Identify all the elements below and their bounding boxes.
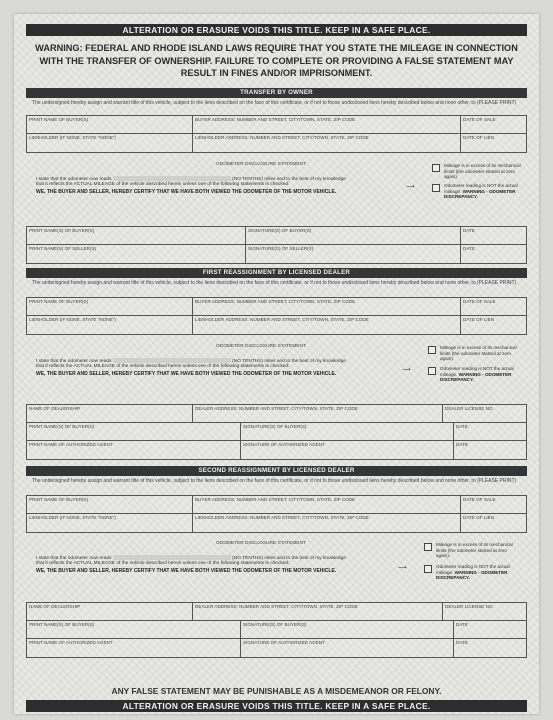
assign-text: The undersigned hereby assign and warrant title of this vehicle, subject to the liens described on the face of this certificate, or if not to those undisclosed liens hereby described below and none other, to (PLEASE PRINT)	[32, 478, 517, 484]
date-of-lien-field[interactable]: DATE OF LIEN	[460, 316, 526, 334]
odometer-tenths-label: (NO TENTHS) miles and to the best of my knowledge	[232, 555, 346, 561]
not-actual-text	[436, 564, 514, 581]
buyer-name-field[interactable]: PRINT NAME OF BUYER(S)	[29, 497, 89, 502]
buyer-date-field[interactable]: DATE	[453, 621, 526, 638]
signature-agent-field[interactable]: SIGNATURE OF AUTHORIZED AGENT	[240, 639, 453, 657]
arrow-icon: ⟶	[406, 184, 415, 190]
not-actual-label: Odometer reading is NOT the actual mileage.	[440, 366, 514, 377]
second-dealer-grid	[26, 602, 527, 658]
buyer-address-field[interactable]: BUYER ADDRESS: NUMBER AND STREET, CITY/TOWN, STATE, ZIP CODE	[192, 116, 460, 133]
odometer-reads-label: I state that the odometer now reads	[36, 555, 112, 561]
lienholder-field[interactable]: LIENHOLDER (IF NONE, STATE "NONE")	[29, 135, 116, 140]
lien-row	[27, 134, 526, 152]
odometer-tenths-label: (NO TENTHS) miles and to the best of my knowledge	[232, 176, 346, 182]
signature-buyer-field[interactable]: SIGNATURE(S) OF BUYER(S)	[240, 621, 453, 638]
odometer-reading-field[interactable]	[113, 176, 231, 181]
mileage-warning: WARNING: FEDERAL AND RHODE ISLAND LAWS REQUIRE THAT YOU STATE THE MILEAGE IN CONNECTION WITH THE TRANSFER OF OWNERSHIP. FAILURE TO COMPLETE OR PROVIDING A FALSE STATEMENT MAY RESULT IN FINES AND/OR IMPRISONMENT.	[35, 43, 518, 78]
false-statement-note: ANY FALSE STATEMENT MAY BE PUNISHABLE AS A MISDEMEANOR OR FELONY.	[111, 686, 442, 696]
odometer-line2: that it reflects the ACTUAL MILEAGE of the vehicle described herein unless one of the following statements is checked:	[36, 182, 290, 187]
section-second-reassignment: SECOND REASSIGNMENT BY LICENSED DEALER	[26, 466, 527, 476]
not-actual-label: Odometer reading is NOT the actual mileage.	[436, 564, 510, 575]
owner-odometer	[26, 162, 527, 222]
dealer-license-field[interactable]: DEALER LICENSE NO.	[442, 603, 526, 620]
print-seller-field[interactable]: PRINT NAME(S) OF SELLER(S)	[29, 246, 97, 251]
signature-seller-field[interactable]: SIGNATURE(S) OF SELLER(S)	[245, 245, 460, 263]
not-actual-checkbox[interactable]	[424, 565, 432, 573]
odometer-line2: that it reflects the ACTUAL MILEAGE of the vehicle described herein unless one of the following statements is checked:	[36, 364, 290, 369]
mileage-excess-text: Mileage is in excess of its mechanical limits (the odometer started at zero again).	[440, 345, 517, 362]
date-of-lien-field[interactable]: DATE OF LIEN	[460, 514, 526, 532]
print-buyer-field[interactable]: PRINT NAME(S) OF BUYER(S)	[29, 424, 95, 429]
lienholder-address-field[interactable]: LIENHOLDER ADDRESS: NUMBER AND STREET, CITY/TOWN, STATE, ZIP CODE	[192, 316, 460, 334]
date-of-sale-field[interactable]: DATE OF SALE	[460, 496, 526, 513]
odometer-line2: that it reflects the ACTUAL MILEAGE of the vehicle described herein unless one of the following statements is checked:	[36, 561, 290, 566]
arrow-icon: ⟶	[398, 565, 407, 571]
section-first-reassignment: FIRST REASSIGNMENT BY LICENSED DEALER	[26, 268, 527, 278]
buyer-row	[27, 496, 526, 514]
dealer-address-field[interactable]: DEALER ADDRESS: NUMBER AND STREET, CITY/TOWN, STATE, ZIP CODE	[192, 405, 442, 422]
dealer-row	[27, 405, 526, 423]
agent-signature-row	[27, 639, 526, 657]
odometer-title: ODOMETER DISCLOSURE STATEMENT	[216, 541, 306, 546]
buyer-date-field[interactable]: DATE	[453, 423, 526, 440]
dealership-field[interactable]: NAME OF DEALERSHIP	[29, 604, 81, 609]
seller-date-field[interactable]: DATE	[460, 245, 526, 263]
first-dealer-grid	[26, 404, 527, 460]
buyer-signature-row	[27, 621, 526, 639]
lienholder-field[interactable]: LIENHOLDER (IF NONE, STATE "NONE")	[29, 317, 116, 322]
odometer-reads-label: I state that the odometer now reads	[36, 176, 112, 182]
signature-buyer-field[interactable]: SIGNATURE(S) OF BUYER(S)	[245, 227, 460, 244]
second-buyer-grid	[26, 495, 527, 533]
dealer-address-field[interactable]: DEALER ADDRESS: NUMBER AND STREET, CITY/TOWN, STATE, ZIP CODE	[192, 603, 442, 620]
buyer-signature-row	[27, 227, 526, 245]
dealer-license-field[interactable]: DEALER LICENSE NO.	[442, 405, 526, 422]
second-odometer	[26, 541, 527, 599]
top-banner: ALTERATION OR ERASURE VOIDS THIS TITLE. KEEP IN A SAFE PLACE.	[26, 24, 527, 36]
odometer-reading-field[interactable]	[113, 555, 231, 560]
odometer-title: ODOMETER DISCLOSURE STATEMENT	[216, 162, 306, 167]
lienholder-address-field[interactable]: LIENHOLDER ADDRESS: NUMBER AND STREET, CITY/TOWN, STATE, ZIP CODE	[192, 514, 460, 532]
print-buyer-field[interactable]: PRINT NAME(S) OF BUYER(S)	[29, 228, 95, 233]
not-actual-text	[444, 183, 522, 200]
odometer-title: ODOMETER DISCLOSURE STATEMENT	[216, 344, 306, 349]
owner-buyer-grid	[26, 115, 527, 153]
lienholder-address-field[interactable]: LIENHOLDER ADDRESS: NUMBER AND STREET, CITY/TOWN, STATE, ZIP CODE	[192, 134, 460, 152]
date-of-sale-field[interactable]: DATE OF SALE	[460, 298, 526, 315]
dealer-row	[27, 603, 526, 621]
mileage-excess-text: Mileage is in excess of its mechanical limits (the odometer started at zero again).	[444, 163, 521, 180]
title-document	[14, 14, 539, 714]
print-buyer-field[interactable]: PRINT NAME(S) OF BUYER(S)	[29, 622, 95, 627]
assign-text: The undersigned hereby assign and warrant title of this vehicle, subject to the liens described on the face of this certificate, or if not to those undisclosed liens hereby described below and none other, to (PLEASE PRINT)	[32, 100, 517, 106]
lien-row	[27, 316, 526, 334]
agent-date-field[interactable]: DATE	[453, 441, 526, 459]
seller-signature-row	[27, 245, 526, 263]
buyer-name-field[interactable]: PRINT NAME OF BUYER(S)	[29, 117, 89, 122]
buyer-name-field[interactable]: PRINT NAME OF BUYER(S)	[29, 299, 89, 304]
agent-date-field[interactable]: DATE	[453, 639, 526, 657]
odometer-certify: WE, THE BUYER AND SELLER, HEREBY CERTIFY THAT WE HAVE BOTH VIEWED THE ODOMETER OF THE MOTOR VEHICLE.	[36, 371, 337, 377]
not-actual-label: Odometer reading is NOT the actual mileage.	[444, 183, 518, 194]
odometer-certify: WE, THE BUYER AND SELLER, HEREBY CERTIFY THAT WE HAVE BOTH VIEWED THE ODOMETER OF THE MOTOR VEHICLE.	[36, 189, 337, 195]
not-actual-checkbox[interactable]	[428, 367, 436, 375]
odometer-tenths-label: (NO TENTHS) miles and to the best of my knowledge	[232, 358, 346, 364]
odometer-reading-field[interactable]	[113, 358, 231, 363]
lien-row	[27, 514, 526, 532]
discrepancy-warning: WARNING - ODOMETER DISCREPANCY.	[444, 188, 516, 200]
signature-buyer-field[interactable]: SIGNATURE(S) OF BUYER(S)	[240, 423, 453, 440]
lienholder-field[interactable]: LIENHOLDER (IF NONE, STATE "NONE")	[29, 515, 116, 520]
odometer-certify: WE, THE BUYER AND SELLER, HEREBY CERTIFY THAT WE HAVE BOTH VIEWED THE ODOMETER OF THE MOTOR VEHICLE.	[36, 568, 337, 574]
not-actual-text	[440, 366, 518, 383]
odometer-reads-label: I state that the odometer now reads	[36, 358, 112, 364]
buyer-row	[27, 298, 526, 316]
bottom-banner: ALTERATION OR ERASURE VOIDS THIS TITLE. KEEP IN A SAFE PLACE.	[26, 700, 527, 712]
date-of-lien-field[interactable]: DATE OF LIEN	[460, 134, 526, 152]
agent-signature-row	[27, 441, 526, 459]
buyer-address-field[interactable]: BUYER ADDRESS: NUMBER AND STREET, CITY/TOWN, STATE, ZIP CODE	[192, 298, 460, 315]
print-agent-field[interactable]: PRINT NAME OF AUTHORIZED AGENT	[29, 640, 113, 645]
discrepancy-warning: WARNING - ODOMETER DISCREPANCY.	[440, 371, 512, 383]
owner-signature-grid	[26, 226, 527, 264]
section-transfer-by-owner: TRANSFER BY OWNER	[26, 88, 527, 98]
discrepancy-warning: WARNING - ODOMETER DISCREPANCY.	[436, 569, 508, 581]
arrow-icon: ⟶	[402, 367, 411, 373]
mileage-excess-checkbox[interactable]	[428, 346, 436, 354]
mileage-excess-checkbox[interactable]	[432, 164, 440, 172]
buyer-row	[27, 116, 526, 134]
odometer-line1	[36, 555, 436, 561]
signature-agent-field[interactable]: SIGNATURE OF AUTHORIZED AGENT	[240, 441, 453, 459]
buyer-address-field[interactable]: BUYER ADDRESS: NUMBER AND STREET, CITY/TOWN, STATE, ZIP CODE	[192, 496, 460, 513]
odometer-line1	[36, 358, 436, 364]
buyer-date-field[interactable]: DATE	[460, 227, 526, 244]
date-of-sale-field[interactable]: DATE OF SALE	[460, 116, 526, 133]
dealership-field[interactable]: NAME OF DEALERSHIP	[29, 406, 81, 411]
not-actual-checkbox[interactable]	[432, 184, 440, 192]
odometer-line1	[36, 176, 436, 182]
buyer-signature-row	[27, 423, 526, 441]
assign-text: The undersigned hereby assign and warrant title of this vehicle, subject to the liens described on the face of this certificate, or if not to those undisclosed liens hereby described below and none other, to (PLEASE PRINT)	[32, 280, 517, 286]
mileage-excess-text: Mileage is in excess of its mechanical limits (the odometer started at zero again).	[436, 542, 513, 559]
mileage-excess-checkbox[interactable]	[424, 543, 432, 551]
first-buyer-grid	[26, 297, 527, 335]
print-agent-field[interactable]: PRINT NAME OF AUTHORIZED AGENT	[29, 442, 113, 447]
first-odometer	[26, 344, 527, 402]
